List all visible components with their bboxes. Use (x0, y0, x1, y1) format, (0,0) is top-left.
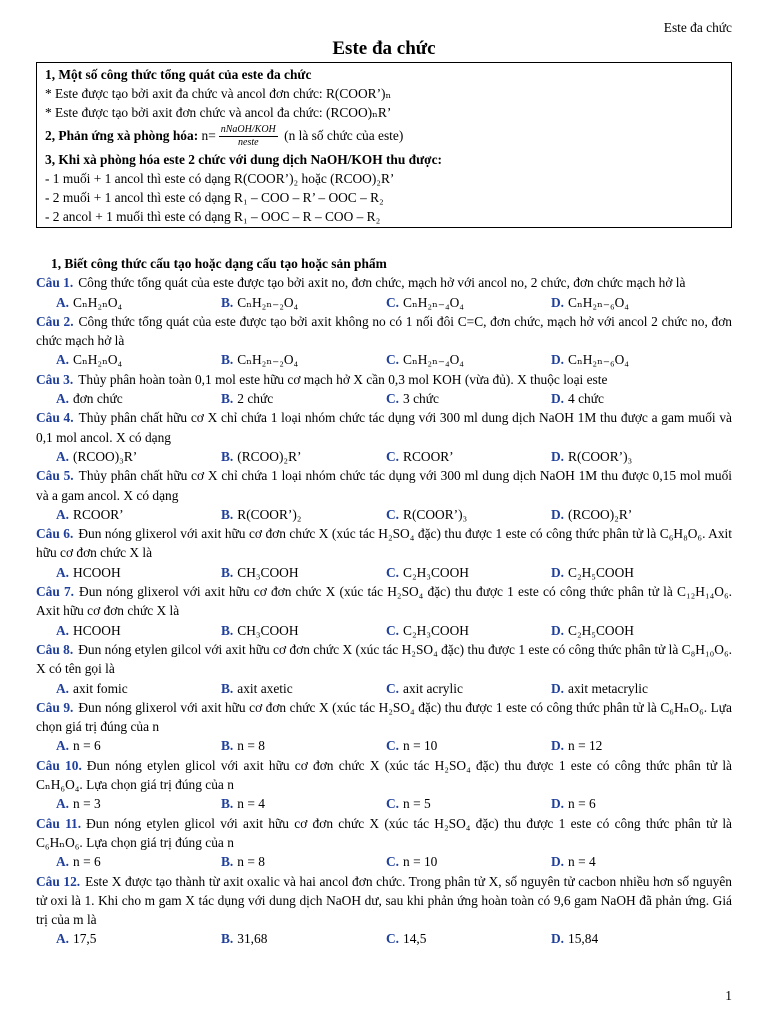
answer-options (36, 447, 732, 466)
answer-options (36, 794, 732, 813)
answer-option (386, 736, 551, 755)
answer-option (386, 794, 551, 813)
answer-option (56, 505, 221, 524)
option-letter: C. (386, 391, 400, 407)
option-value: CH₃COOH (237, 622, 299, 638)
answer-option (56, 293, 221, 312)
answer-option (386, 563, 551, 582)
question-item (36, 408, 732, 466)
option-letter: D. (551, 391, 565, 407)
option-value: n = 8 (237, 854, 265, 870)
answer-option (56, 679, 221, 698)
option-value: axit axetic (237, 680, 293, 696)
answer-option (551, 447, 716, 466)
answer-option (386, 389, 551, 408)
answer-option (386, 447, 551, 466)
option-letter: C. (386, 738, 400, 754)
answer-option (56, 350, 221, 369)
answer-option (221, 929, 386, 948)
answer-option (221, 389, 386, 408)
option-value: CₙH₂ₙ₋₄O₄ (403, 352, 464, 368)
option-value: 17,5 (73, 931, 97, 947)
answer-option (56, 852, 221, 871)
question-text-block (36, 466, 732, 505)
answer-options (36, 736, 732, 755)
answer-option (551, 389, 716, 408)
answer-option (56, 389, 221, 408)
option-letter: A. (56, 796, 70, 812)
option-value: CₙH₂ₙ₋₂O₄ (237, 294, 299, 310)
option-value: n = 12 (568, 738, 603, 754)
option-letter: B. (221, 680, 234, 696)
option-letter: D. (551, 622, 565, 638)
option-letter: A. (56, 738, 70, 754)
option-letter: D. (551, 854, 565, 870)
question-text-block (36, 273, 732, 292)
question-text-block (36, 640, 732, 679)
option-value: CₙH₂ₙ₋₂O₄ (237, 352, 299, 368)
question-list (36, 254, 732, 949)
option-letter: D. (551, 796, 565, 812)
answer-options (36, 350, 732, 369)
answer-option (221, 736, 386, 755)
question-item (36, 756, 732, 814)
option-letter: D. (551, 352, 565, 368)
answer-option (551, 293, 716, 312)
option-letter: C. (386, 931, 400, 947)
option-letter: B. (221, 448, 234, 464)
option-value: n = 6 (568, 796, 596, 812)
option-value: axit metacrylic (568, 680, 648, 696)
answer-options (36, 505, 732, 524)
option-letter: A. (56, 352, 70, 368)
answer-options (36, 563, 732, 582)
page-title: Este đa chức (332, 38, 436, 59)
option-letter: C. (386, 294, 400, 310)
question-text-block (36, 698, 732, 737)
answer-option (56, 929, 221, 948)
answer-option (551, 505, 716, 524)
option-value: R(COOR’)₂ (237, 506, 302, 522)
option-value: 2 chức (237, 391, 274, 407)
question-text-block (36, 312, 732, 351)
option-letter: A. (56, 931, 70, 947)
question-text-block (36, 370, 732, 389)
option-letter: D. (551, 931, 565, 947)
section-title: 1, Biết công thức cấu tạo hoặc dạng cấu tạo hoặc sản phẩm (51, 256, 387, 271)
option-value: n = 10 (403, 854, 438, 870)
answer-option (56, 563, 221, 582)
summary-line-4: - 2 muối + 1 ancol thì este có dạng R₁ – COO – R’ – OOC – R₂ (45, 190, 384, 205)
answer-option (221, 679, 386, 698)
option-letter: B. (221, 294, 234, 310)
option-letter: B. (221, 796, 234, 812)
question-text-block (36, 814, 732, 853)
answer-options (36, 852, 732, 871)
option-value: CₙH₂ₙ₋₄O₄ (403, 294, 464, 310)
question-text: Thủy phân chất hữu cơ X chỉ chứa 1 loại nhóm chức tác dụng với 300 ml dung dịch NaOH 1M thu được a gam muối và 0,1 mol ancol. X có dạng (36, 410, 732, 445)
answer-option (551, 929, 716, 948)
option-value: 31,68 (237, 931, 268, 947)
answer-option (56, 621, 221, 640)
option-letter: D. (551, 738, 565, 754)
saponification-formula-row (45, 122, 723, 150)
option-letter: B. (221, 564, 234, 580)
question-text: Đun nóng etylen glicol với axit hữu cơ đơn chức X (xúc tác H₂SO₄ đặc) thu được 1 este có công thức phân tử là CₙH₆O₄. Lựa chọn giá trị đúng của n (36, 757, 732, 793)
question-label: Câu 3. (36, 371, 74, 387)
option-value: n = 10 (403, 738, 438, 754)
question-item (36, 814, 732, 872)
question-item (36, 273, 732, 312)
option-letter: C. (386, 622, 400, 638)
formula-numerator: nNaOH/KOH (220, 124, 276, 136)
answer-option (221, 794, 386, 813)
question-text: Công thức tổng quát của este được tạo bởi axit no, đơn chức, mạch hở với ancol no, 2 chức, đơn chức mạch hở là (78, 275, 686, 291)
option-letter: D. (551, 294, 565, 310)
question-text: Đun nóng glixerol với axit hữu cơ đơn chức X (xúc tác H₂SO₄ đặc) thu được 1 este có công thức phân tử là C₆HₙO₆. Lựa chọn giá trị đúng của n (36, 699, 732, 735)
option-letter: B. (221, 391, 234, 407)
question-item (36, 370, 732, 409)
formula-fraction (219, 124, 278, 149)
question-label: Câu 2. (36, 313, 74, 329)
page-number: 1 (725, 988, 732, 1003)
answer-option (386, 505, 551, 524)
question-item (36, 640, 732, 698)
option-letter: B. (221, 931, 234, 947)
option-value: CₙH₂ₙO₄ (73, 294, 123, 310)
option-letter: A. (56, 854, 70, 870)
option-value: n = 6 (73, 738, 101, 754)
option-value: CₙH₂ₙ₋₆O₄ (568, 352, 629, 368)
question-label: Câu 4. (36, 410, 74, 426)
answer-options (36, 621, 732, 640)
option-letter: C. (386, 352, 400, 368)
option-letter: B. (221, 352, 234, 368)
question-text: Đun nóng etylen gilcol với axit hữu cơ đơn chức X (xúc tác H₂SO₄ đặc) thu được 1 este có công thức phân tử là C₈H₁₀O₆. X có tên gọi là (36, 641, 732, 677)
option-letter: C. (386, 680, 400, 696)
option-value: (RCOO)₂R’ (568, 506, 633, 522)
question-text: Đun nóng etylen glicol với axit hữu cơ đơn chức X (xúc tác H₂SO₄ đặc) thu được 1 este có công thức phân tử là C₆HₙO₆. Lựa chọn giá trị đúng của n (36, 815, 732, 850)
answer-options (36, 929, 732, 948)
question-text: Este X được tạo thành từ axit oxalic và hai ancol đơn chức. Trong phân tử X, số nguyên tử cacbon nhiều hơn số nguyên tử oxi là 1. Khi cho m gam X tác dụng với dung dịch NaOH dư, sau khi phản ứng hoàn toàn có 9,6 gam NaOH đã phản ứng. Giá trị của m là (36, 873, 733, 928)
question-text: Thủy phân hoàn toàn 0,1 mol este hữu cơ mạch hở X cần 0,3 mol KOH (vừa đủ). X thuộc loại este (78, 371, 608, 387)
option-value: R(COOR’)₃ (568, 448, 633, 464)
running-header: Este đa chức (663, 20, 732, 35)
summary-heading-3: 3, Khi xà phòng hóa este 2 chức với dung dịch NaOH/KOH thu được: (45, 152, 442, 167)
option-value: axit fomic (73, 680, 128, 696)
question-item (36, 312, 732, 370)
question-item (36, 698, 732, 756)
question-label: Câu 12. (36, 873, 81, 889)
question-label: Câu 10. (36, 757, 82, 773)
question-item (36, 524, 732, 582)
summary-line-5: - 2 ancol + 1 muối thì este có dạng R₁ – OOC – R – COO – R₂ (45, 209, 381, 224)
question-label: Câu 9. (36, 699, 74, 715)
option-value: 15,84 (568, 931, 599, 947)
summary-heading-1: 1, Một số công thức tổng quát của este đa chức (45, 67, 312, 82)
option-letter: A. (56, 448, 70, 464)
option-value: CₙH₂ₙO₄ (73, 352, 123, 368)
option-value: C₂H₃COOH (403, 564, 469, 580)
option-letter: A. (56, 564, 70, 580)
formula-denominator: neste (238, 137, 259, 149)
option-letter: D. (551, 506, 565, 522)
question-text: Thủy phân chất hữu cơ X chỉ chứa 1 loại nhóm chức tác dụng với 300 ml dung dịch NaOH 1M thu được 0,15 mol muối và a gam ancol. X có dạng (36, 468, 732, 503)
formula-note: (n là số chức của este) (284, 128, 404, 143)
question-text: Đun nóng glixerol với axit hữu cơ đơn chức X (xúc tác H₂SO₄ đặc) thu được 1 este có công thức phân tử là C₆H₈O₆. Axit hữu cơ đơn chức X là (36, 526, 732, 561)
summary-line-2: * Este được tạo bởi axit đơn chức và ancol đa chức: (RCOO)ₙR’ (45, 105, 392, 120)
answer-option (221, 293, 386, 312)
option-value: 14,5 (403, 931, 427, 947)
answer-option (56, 794, 221, 813)
answer-options (36, 293, 732, 312)
answer-option (221, 447, 386, 466)
option-value: R(COOR’)₃ (403, 506, 468, 522)
summary-line-1: * Este được tạo bởi axit đa chức và ancol đơn chức: R(COOR’)ₙ (45, 86, 392, 101)
option-letter: C. (386, 506, 400, 522)
summary-line-3: - 1 muối + 1 ancol thì este có dạng R(COOR’)₂ hoặc (RCOO)₂R’ (45, 171, 395, 186)
option-letter: C. (386, 796, 400, 812)
option-letter: A. (56, 506, 70, 522)
answer-option (386, 929, 551, 948)
option-value: n = 8 (237, 738, 265, 754)
question-text-block (36, 872, 732, 930)
option-letter: A. (56, 294, 70, 310)
answer-option (386, 621, 551, 640)
option-letter: C. (386, 854, 400, 870)
option-letter: A. (56, 391, 70, 407)
answer-option (551, 852, 716, 871)
answer-option (221, 621, 386, 640)
option-letter: D. (551, 564, 565, 580)
option-letter: A. (56, 680, 70, 696)
answer-option (551, 563, 716, 582)
option-value: n = 6 (73, 854, 101, 870)
summary-box (36, 62, 732, 228)
answer-option (221, 563, 386, 582)
question-item (36, 466, 732, 524)
option-value: n = 5 (403, 796, 431, 812)
option-value: CₙH₂ₙ₋₆O₄ (568, 294, 629, 310)
option-value: HCOOH (73, 622, 121, 638)
answer-option (56, 736, 221, 755)
option-value: C₂H₅COOH (568, 622, 634, 638)
option-value: C₂H₅COOH (568, 564, 634, 580)
option-letter: C. (386, 564, 400, 580)
answer-options (36, 389, 732, 408)
option-letter: A. (56, 622, 70, 638)
question-label: Câu 6. (36, 526, 74, 542)
answer-option (551, 794, 716, 813)
question-item (36, 872, 732, 949)
answer-option (551, 679, 716, 698)
answer-option (386, 293, 551, 312)
answer-option (386, 350, 551, 369)
option-letter: C. (386, 448, 400, 464)
answer-option (221, 350, 386, 369)
question-text: Đun nóng glixerol với axit hữu cơ đơn chức X (xúc tác H₂SO₄ đặc) thu được 1 este có công thức phân tử là C₁₂H₁₄O₆. Axit hữu cơ đơn chức X là (36, 584, 732, 619)
option-value: HCOOH (73, 564, 121, 580)
question-label: Câu 8. (36, 641, 74, 657)
option-value: RCOOR’ (403, 448, 454, 464)
question-label: Câu 11. (36, 815, 82, 831)
formula-prefix: n= (201, 128, 216, 143)
answer-option (386, 852, 551, 871)
answer-option (56, 447, 221, 466)
option-letter: B. (221, 738, 234, 754)
question-text-block (36, 408, 732, 447)
option-value: C₂H₃COOH (403, 622, 469, 638)
option-value: RCOOR’ (73, 506, 124, 522)
answer-option (551, 621, 716, 640)
option-value: (RCOO)₃R’ (73, 448, 138, 464)
question-label: Câu 5. (36, 468, 74, 484)
question-label: Câu 1. (36, 275, 74, 291)
option-value: đơn chức (73, 391, 123, 407)
option-value: n = 3 (73, 796, 101, 812)
option-value: axit acrylic (403, 680, 463, 696)
question-text-block (36, 524, 732, 563)
option-letter: D. (551, 448, 565, 464)
questions-container (36, 273, 732, 948)
answer-option (221, 852, 386, 871)
answer-option (551, 736, 716, 755)
answer-option (551, 350, 716, 369)
option-value: n = 4 (568, 854, 596, 870)
option-letter: B. (221, 506, 234, 522)
answer-option (221, 505, 386, 524)
answer-options (36, 679, 732, 698)
option-letter: B. (221, 622, 234, 638)
question-label: Câu 7. (36, 584, 75, 600)
question-text: Công thức tổng quát của este được tạo bởi axit không no có 1 nối đôi C=C, đơn chức, mạch hở với ancol 2 chức no, đơn chức mạch hở là (36, 313, 732, 349)
option-value: (RCOO)₂R’ (237, 448, 302, 464)
option-value: 4 chức (568, 391, 604, 407)
option-value: 3 chức (403, 391, 439, 407)
option-letter: D. (551, 680, 565, 696)
option-letter: B. (221, 854, 234, 870)
summary-heading-2: 2, Phản ứng xà phòng hóa: (45, 128, 199, 143)
question-text-block (36, 582, 732, 621)
answer-option (386, 679, 551, 698)
option-value: CH₃COOH (237, 564, 299, 580)
question-item (36, 582, 732, 640)
question-text-block (36, 756, 732, 795)
option-value: n = 4 (237, 796, 265, 812)
